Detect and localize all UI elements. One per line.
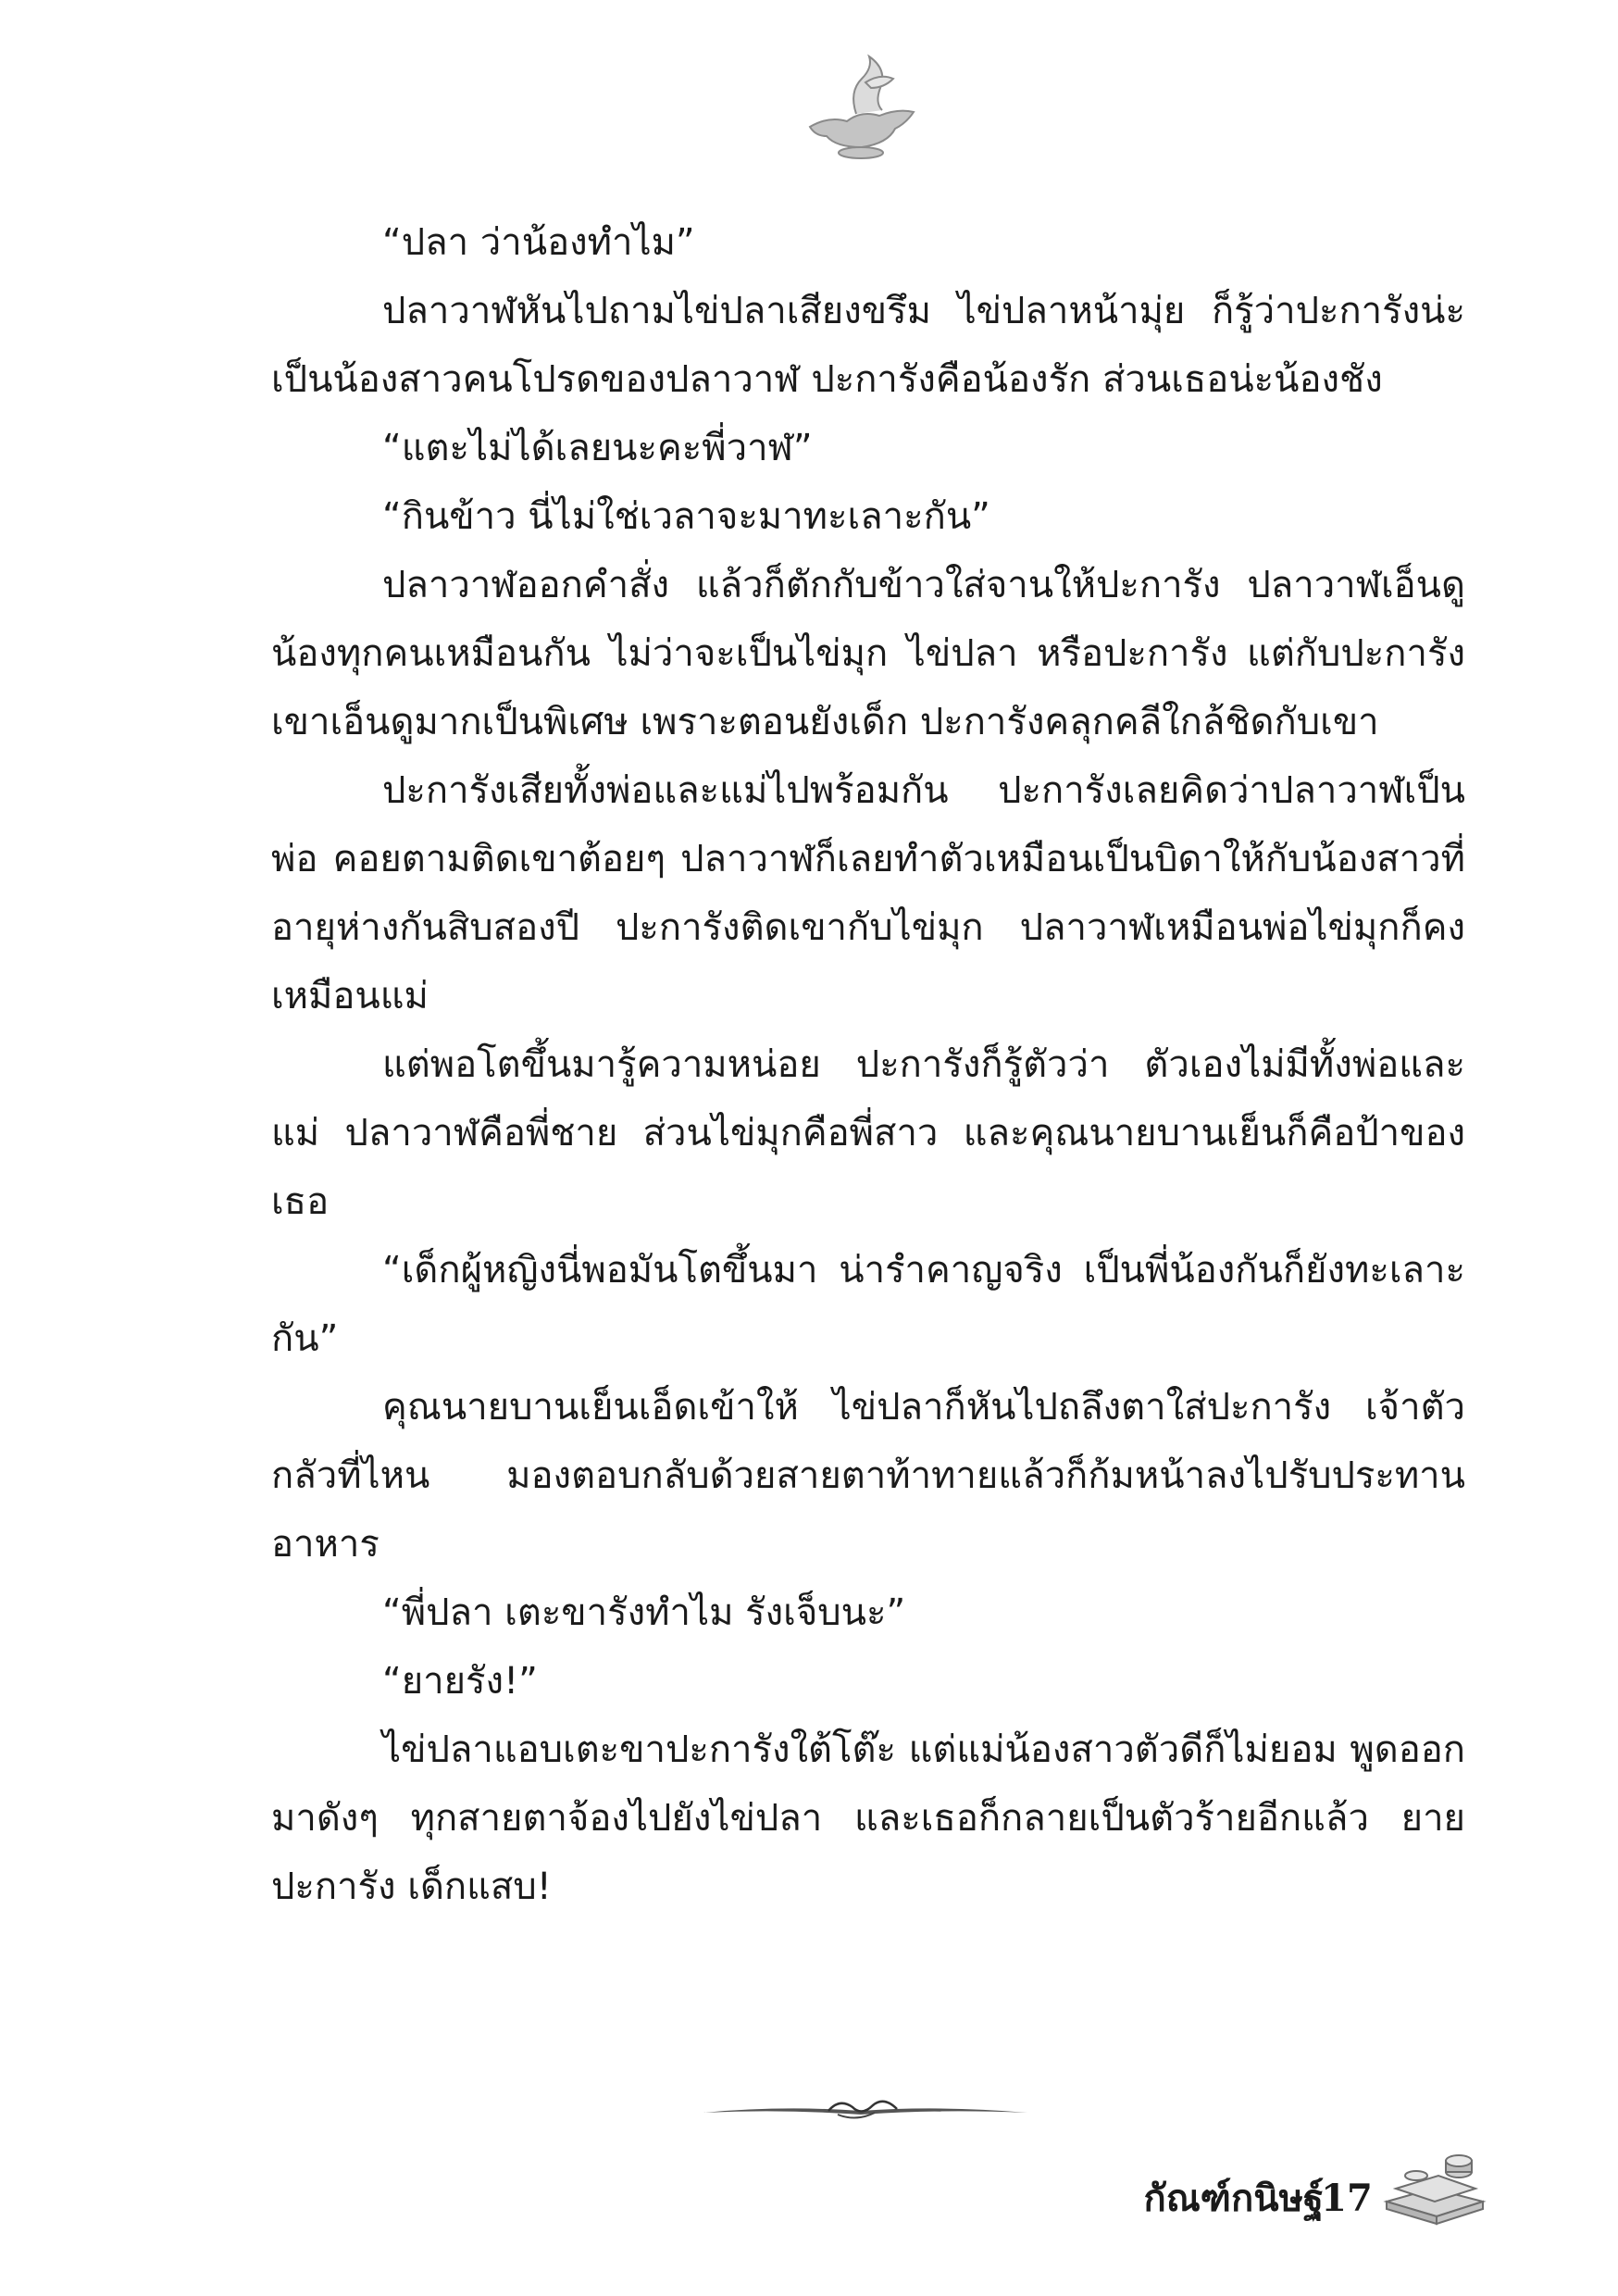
paragraph: “กินข้าว นี่ไม่ใช่เวลาจะมาทะเลาะกัน” <box>382 495 990 538</box>
paragraph: “เด็กผู้หญิงนี่พอมันโตขึ้นมา น่ารำคาญจริง เป็นพี่น้องกันก็ยังทะเลาะกัน” <box>271 1249 1465 1360</box>
page-number: 17 <box>1321 2177 1373 2220</box>
paragraph: “แตะไม่ได้เลยนะคะพี่วาฬ” <box>382 427 813 469</box>
paragraph: แต่พอโตขึ้นมารู้ความหน่อย ปะการังก็รู้ตัวว่า ตัวเองไม่มีทั้งพ่อและแม่ ปลาวาฬคือพี่ชาย ส่วนไข่มุกคือพี่สาว และคุณนายบานเย็นก็คือป้าของเธอ <box>271 1043 1465 1223</box>
body-text <box>271 208 1465 1921</box>
genie-lamp-icon <box>791 51 930 162</box>
paragraph: “พี่ปลา เตะขารังทำไม รังเจ็บนะ” <box>382 1591 906 1634</box>
paragraph: “ปลา ว่าน้องทำไม” <box>382 221 695 264</box>
paragraph: ปลาวาฬหันไปถามไข่ปลาเสียงขรึม ไข่ปลาหน้ามุ่ย ก็รู้ว่าปะการังน่ะเป็นน้องสาวคนโปรดของปลาวาฬ ปะการังคือน้องรัก ส่วนเธอน่ะน้องชัง <box>271 290 1465 401</box>
paragraph: ปะการังเสียทั้งพ่อและแม่ไปพร้อมกัน ปะการังเลยคิดว่าปลาวาฬเป็นพ่อ คอยตามติดเขาต้อยๆ ปลาวาฬก็เลยทำตัวเหมือนเป็นบิดาให้กับน้องสาวที่อายุห่างกันสิบสองปี ปะการังติดเขากับไข่มุก ปลาวาฬเหมือนพ่อไข่มุกก็คงเหมือนแม่ <box>271 769 1465 1017</box>
paragraph: ปลาวาฬออกคำสั่ง แล้วก็ตักกับข้าวใส่จานให้ปะการัง ปลาวาฬเอ็นดูน้องทุกคนเหมือนกัน ไม่ว่าจะเป็นไข่มุก ไข่ปลา หรือปะการัง แต่กับปะการัง เขาเอ็นดูมากเป็นพิเศษ เพราะตอนยังเด็ก ปะการังคลุกคลีใกล้ชิดกับเขา <box>271 564 1465 743</box>
paragraph: คุณนายบานเย็นเอ็ดเข้าให้ ไข่ปลาก็หันไปถลึงตาใส่ปะการัง เจ้าตัวกลัวที่ไหน มองตอบกลับด้วยสายตาท้าทายแล้วก็ก้มหน้าลงไปรับประทานอาหาร <box>271 1386 1465 1566</box>
flourish-divider-icon <box>699 2092 1032 2129</box>
book-title: กัณฑ์กนิษฐ์ <box>1143 2177 1324 2220</box>
paragraph: ไข่ปลาแอบเตะขาปะการังใต้โต๊ะ แต่แม่น้องสาวตัวดีก็ไม่ยอม พูดออกมาดังๆ ทุกสายตาจ้องไปยังไข่ปลา และเธอก็กลายเป็นตัวร้ายอีกแล้ว ยายปะการัง เด็กแสบ! <box>271 1728 1465 1908</box>
paragraph: “ยายรัง!” <box>382 1660 538 1703</box>
money-stack-icon <box>1379 2148 1490 2231</box>
